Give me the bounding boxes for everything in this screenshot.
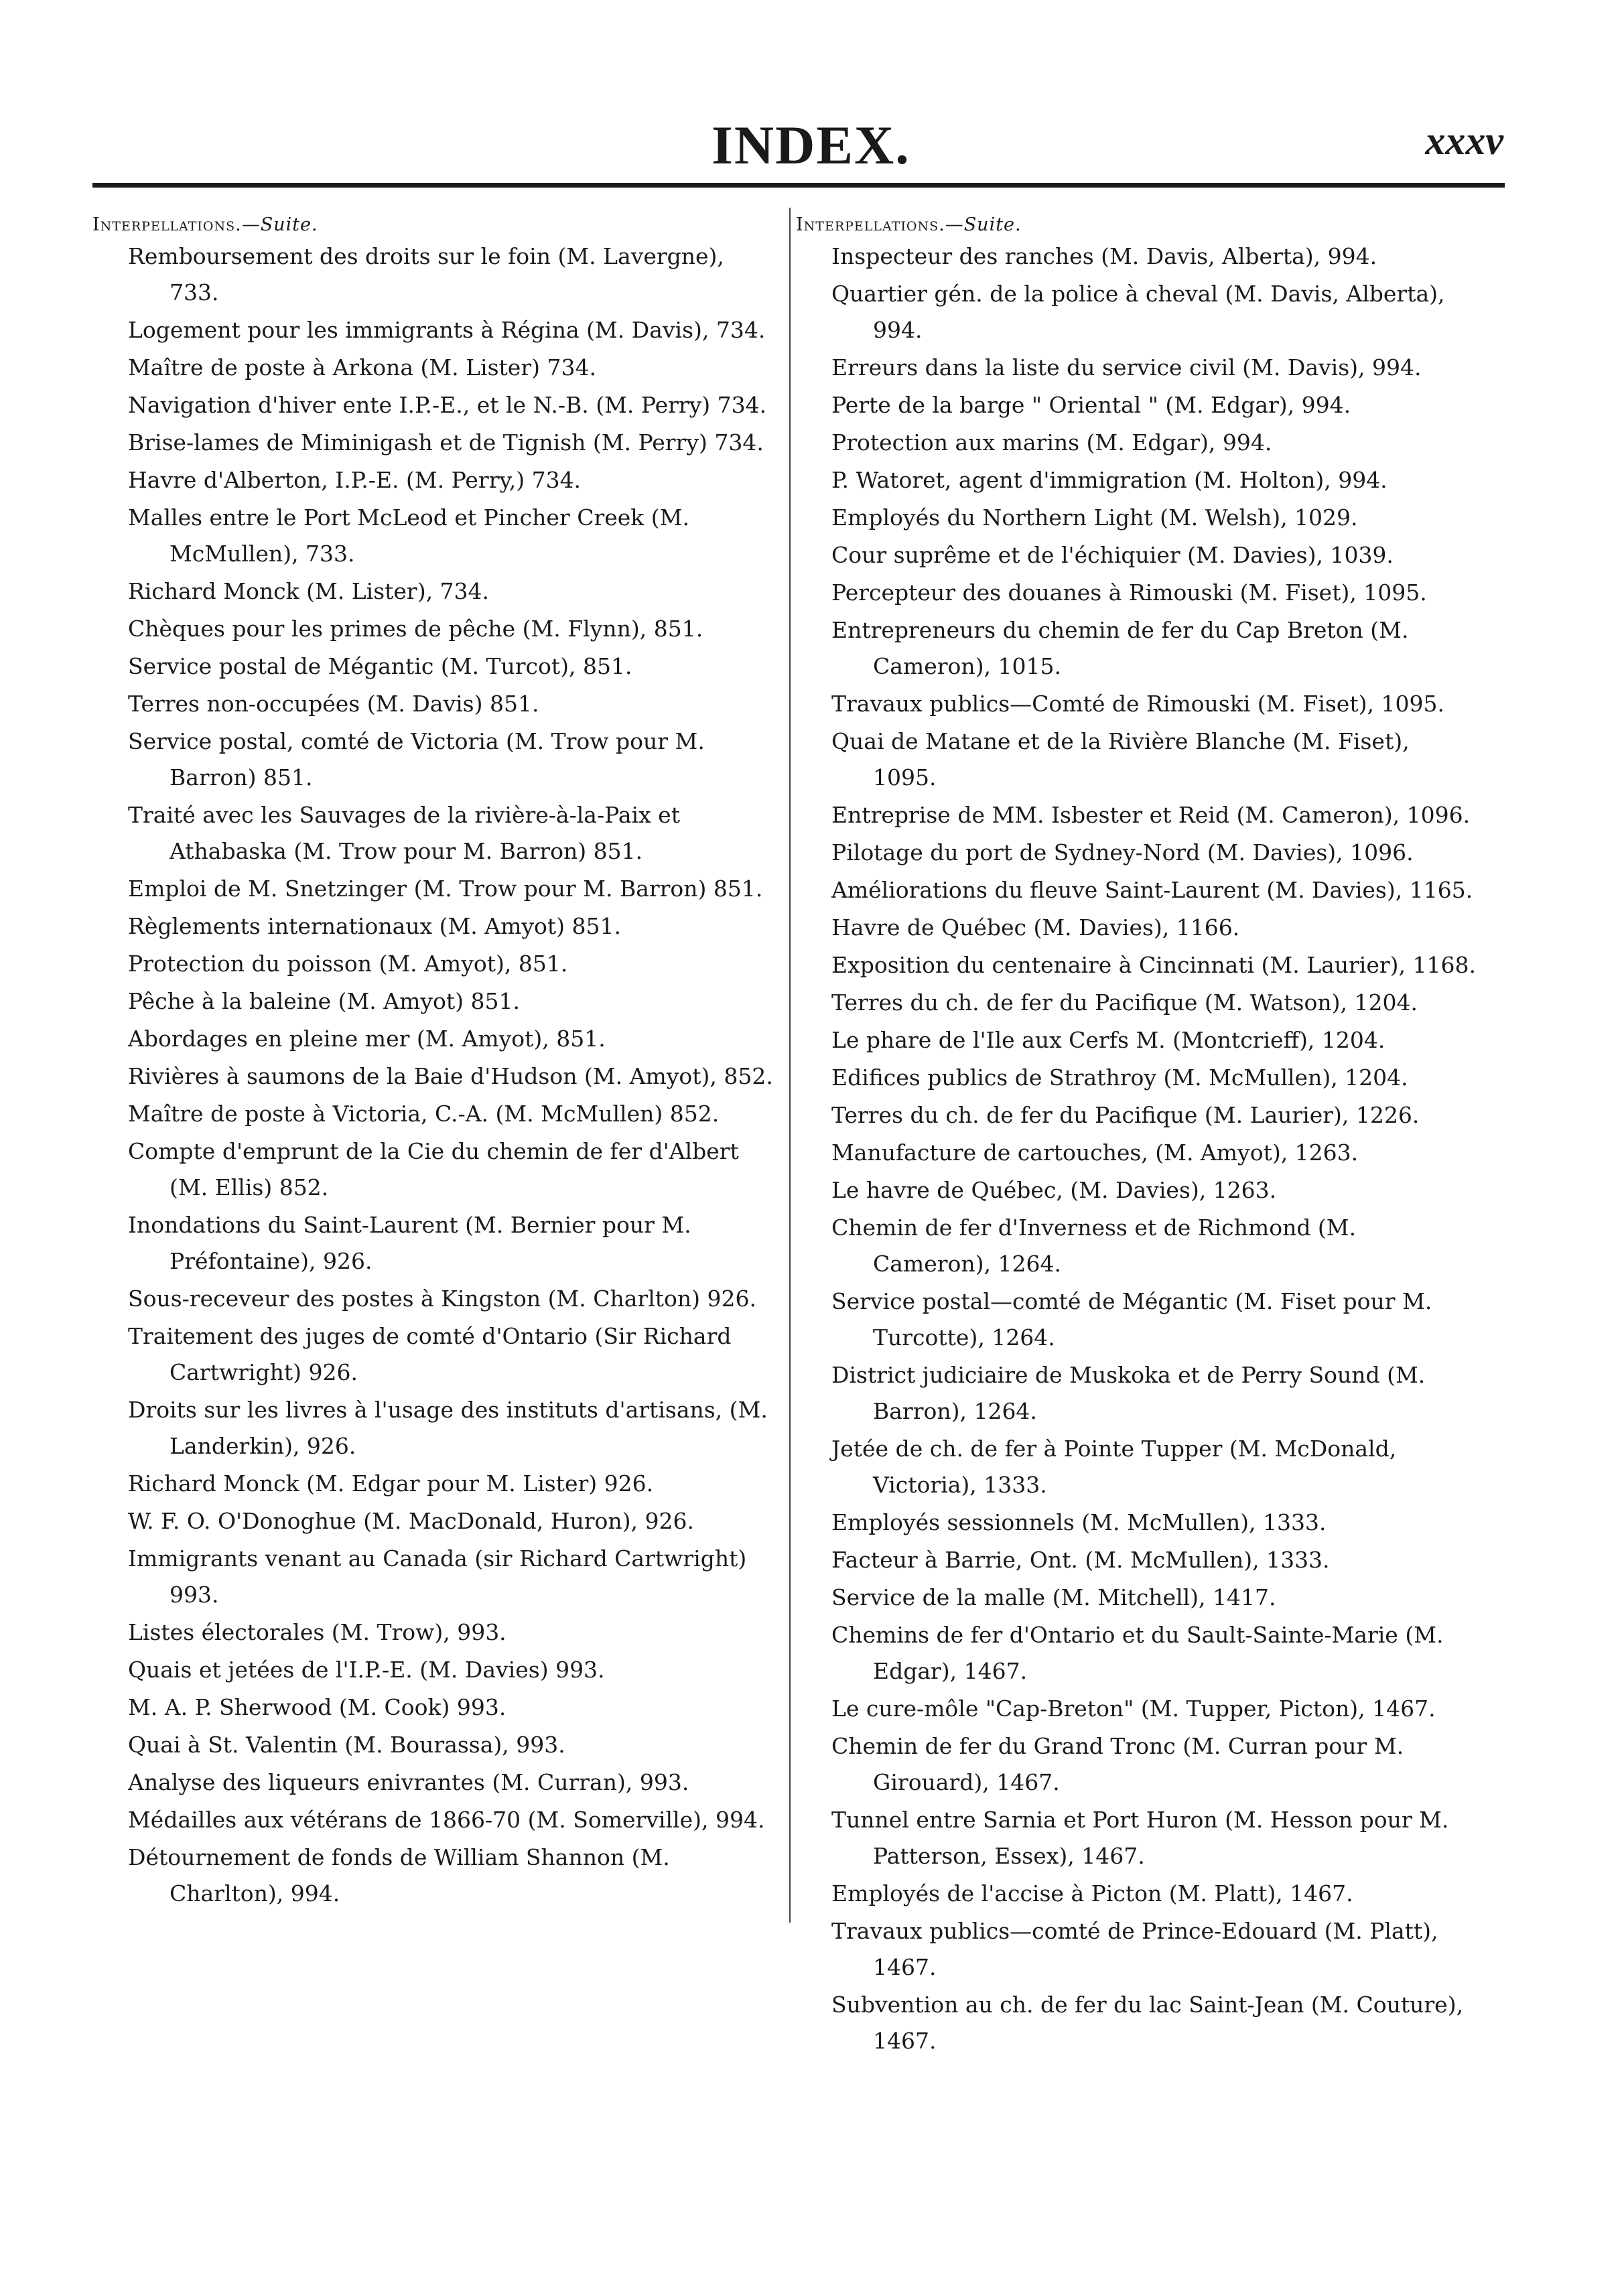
index-entry: Emploi de M. Snetzinger (M. Trow pour M. Barron) 851. <box>128 876 763 902</box>
index-entry: Erreurs dans la liste du service civil (M. Davis), 994. <box>831 354 1422 380</box>
index-entry: Travaux publics—comté de Prince-Edouard (M. Platt), 1467. <box>831 1918 1438 1980</box>
index-entry: Havre d'Alberton, I.P.-E. (M. Perry,) 734. <box>128 467 582 493</box>
section-heading-label: Interpellations. <box>796 214 945 235</box>
index-entry: Maître de poste à Arkona (M. Lister) 734. <box>128 354 596 380</box>
page-title: INDEX. <box>712 115 910 176</box>
index-entry: Chemins de fer d'Ontario et du Sault-Sainte-Marie (M. Edgar), 1467. <box>831 1622 1444 1684</box>
index-entry: Entreprise de MM. Isbester et Reid (M. Cameron), 1096. <box>831 802 1471 828</box>
index-entry: Détournement de fonds de William Shannon (M. Charlton), 994. <box>128 1844 670 1907</box>
index-entry: M. A. P. Sherwood (M. Cook) 993. <box>128 1694 506 1720</box>
section-heading-label: Interpellations. <box>92 214 242 235</box>
index-entry: Le phare de l'Ile aux Cerfs M. (Montcrieff), 1204. <box>831 1027 1385 1053</box>
index-entry: Chemin de fer d'Inverness et de Richmond (M. Cameron), 1264. <box>831 1215 1357 1277</box>
section-heading <box>92 212 774 238</box>
index-entry: Immigrants venant au Canada (sir Richard Cartwright) 993. <box>128 1545 747 1608</box>
index-entry: Inspecteur des ranches (M. Davis, Alberta), 994. <box>831 243 1377 269</box>
index-entry: Pilotage du port de Sydney-Nord (M. Davies), 1096. <box>831 839 1414 865</box>
index-entry: Edifices publics de Strathroy (M. McMullen), 1204. <box>831 1064 1408 1091</box>
index-entry: Perte de la barge " Oriental " (M. Edgar), 994. <box>831 392 1351 418</box>
index-entry: Cour suprême et de l'échiquier (M. Davies), 1039. <box>831 542 1394 568</box>
index-entry: Employés du Northern Light (M. Welsh), 1029. <box>831 504 1358 531</box>
index-entry: Chèques pour les primes de pêche (M. Flynn), 851. <box>128 616 703 642</box>
index-entry: Terres du ch. de fer du Pacifique (M. Watson), 1204. <box>831 989 1418 1016</box>
index-entry: Havre de Québec (M. Davies), 1166. <box>831 914 1240 941</box>
index-entry: Quais et jetées de l'I.P.-E. (M. Davies) 993. <box>128 1657 605 1683</box>
index-entry: Jetée de ch. de fer à Pointe Tupper (M. McDonald, Victoria), 1333. <box>831 1436 1397 1498</box>
index-entry: District judiciaire de Muskoka et de Perry Sound (M. Barron), 1264. <box>831 1362 1426 1424</box>
index-entry: Traité avec les Sauvages de la rivière-à-la-Paix et Athabaska (M. Trow pour M. Barron) 851. <box>128 802 680 864</box>
running-head <box>0 107 1624 181</box>
index-entry: Subvention au ch. de fer du lac Saint-Jean (M. Couture), 1467. <box>831 1992 1464 2054</box>
index-entry: Le cure-môle "Cap-Breton" (M. Tupper, Picton), 1467. <box>831 1695 1436 1722</box>
index-entry: Richard Monck (M. Lister), 734. <box>128 578 490 604</box>
section-heading <box>796 212 1478 238</box>
index-entry: Manufacture de cartouches, (M. Amyot), 1263. <box>831 1139 1359 1166</box>
index-entry: Chemin de fer du Grand Tronc (M. Curran pour M. Girouard), 1467. <box>831 1733 1404 1795</box>
index-entry: P. Watoret, agent d'immigration (M. Holton), 994. <box>831 467 1388 493</box>
index-entry: Logement pour les immigrants à Régina (M. Davis), 734. <box>128 317 766 343</box>
index-entry: Quartier gén. de la police à cheval (M. Davis, Alberta), 994. <box>831 281 1445 343</box>
index-entry-list <box>92 238 774 1912</box>
index-entry: Malles entre le Port McLeod et Pincher Creek (M. McMullen), 733. <box>128 504 689 567</box>
index-entry: Terres du ch. de fer du Pacifique (M. Laurier), 1226. <box>831 1102 1420 1128</box>
index-entry: Entrepreneurs du chemin de fer du Cap Breton (M. Cameron), 1015. <box>831 617 1409 679</box>
index-entry: Brise-lames de Miminigash et de Tignish (M. Perry) 734. <box>128 429 764 456</box>
index-entry-list <box>796 238 1478 2059</box>
header-rule <box>92 183 1505 188</box>
index-entry: Percepteur des douanes à Rimouski (M. Fiset), 1095. <box>831 579 1427 606</box>
index-entry: Médailles aux vétérans de 1866-70 (M. Somerville), 994. <box>128 1807 765 1833</box>
index-entry: Quai à St. Valentin (M. Bourassa), 993. <box>128 1732 565 1758</box>
index-entry: Service de la malle (M. Mitchell), 1417. <box>831 1584 1276 1610</box>
index-entry: Droits sur les livres à l'usage des instituts d'artisans, (M. Landerkin), 926. <box>128 1397 768 1459</box>
index-entry: Service postal de Mégantic (M. Turcot), 851. <box>128 653 632 679</box>
right-column <box>796 212 1478 2061</box>
index-entry: Règlements internationaux (M. Amyot) 851. <box>128 913 621 939</box>
left-column <box>92 212 774 1913</box>
index-entry: Navigation d'hiver ente I.P.-E., et le N.-B. (M. Perry) 734. <box>128 392 767 418</box>
index-entry: Remboursement des droits sur le foin (M. Lavergne), 733. <box>128 243 724 305</box>
index-entry: Employés sessionnels (M. McMullen), 1333. <box>831 1509 1327 1535</box>
index-entry: Facteur à Barrie, Ont. (M. McMullen), 1333. <box>831 1547 1330 1573</box>
index-entry: Inondations du Saint-Laurent (M. Bernier pour M. Préfontaine), 926. <box>128 1212 691 1274</box>
index-entry: Travaux publics—Comté de Rimouski (M. Fiset), 1095. <box>831 691 1444 717</box>
index-entry: Le havre de Québec, (M. Davies), 1263. <box>831 1177 1277 1203</box>
index-entry: W. F. O. O'Donoghue (M. MacDonald, Huron), 926. <box>128 1508 694 1534</box>
index-entry: Abordages en pleine mer (M. Amyot), 851. <box>128 1026 606 1052</box>
index-entry: Maître de poste à Victoria, C.-A. (M. McMullen) 852. <box>128 1101 720 1127</box>
index-entry: Service postal, comté de Victoria (M. Trow pour M. Barron) 851. <box>128 728 705 790</box>
page-number: xxxv <box>1425 119 1503 163</box>
index-entry: Listes électorales (M. Trow), 993. <box>128 1619 506 1645</box>
index-entry: Analyse des liqueurs enivrantes (M. Curran), 993. <box>128 1769 689 1795</box>
index-entry: Employés de l'accise à Picton (M. Platt), 1467. <box>831 1880 1353 1907</box>
index-entry: Quai de Matane et de la Rivière Blanche (M. Fiset), 1095. <box>831 728 1410 790</box>
index-entry: Sous-receveur des postes à Kingston (M. Charlton) 926. <box>128 1286 756 1312</box>
index-entry: Protection du poisson (M. Amyot), 851. <box>128 951 568 977</box>
index-entry: Protection aux marins (M. Edgar), 994. <box>831 429 1272 456</box>
index-entry: Tunnel entre Sarnia et Port Huron (M. Hesson pour M. Patterson, Essex), 1467. <box>831 1807 1449 1869</box>
section-heading-suffix: —Suite. <box>945 214 1022 235</box>
index-entry: Rivières à saumons de la Baie d'Hudson (M. Amyot), 852. <box>128 1063 773 1089</box>
index-entry: Exposition du centenaire à Cincinnati (M. Laurier), 1168. <box>831 952 1476 978</box>
index-entry: Améliorations du fleuve Saint-Laurent (M. Davies), 1165. <box>831 877 1473 903</box>
index-entry: Traitement des juges de comté d'Ontario (Sir Richard Cartwright) 926. <box>128 1323 732 1385</box>
section-heading-suffix: —Suite. <box>241 214 318 235</box>
index-entry: Terres non-occupées (M. Davis) 851. <box>128 691 539 717</box>
index-entry: Pêche à la baleine (M. Amyot) 851. <box>128 988 520 1014</box>
index-entry: Service postal—comté de Mégantic (M. Fiset pour M. Turcotte), 1264. <box>831 1288 1432 1351</box>
column-divider <box>789 208 791 1923</box>
index-entry: Richard Monck (M. Edgar pour M. Lister) 926. <box>128 1470 654 1497</box>
index-entry: Compte d'emprunt de la Cie du chemin de fer d'Albert (M. Ellis) 852. <box>128 1138 739 1200</box>
